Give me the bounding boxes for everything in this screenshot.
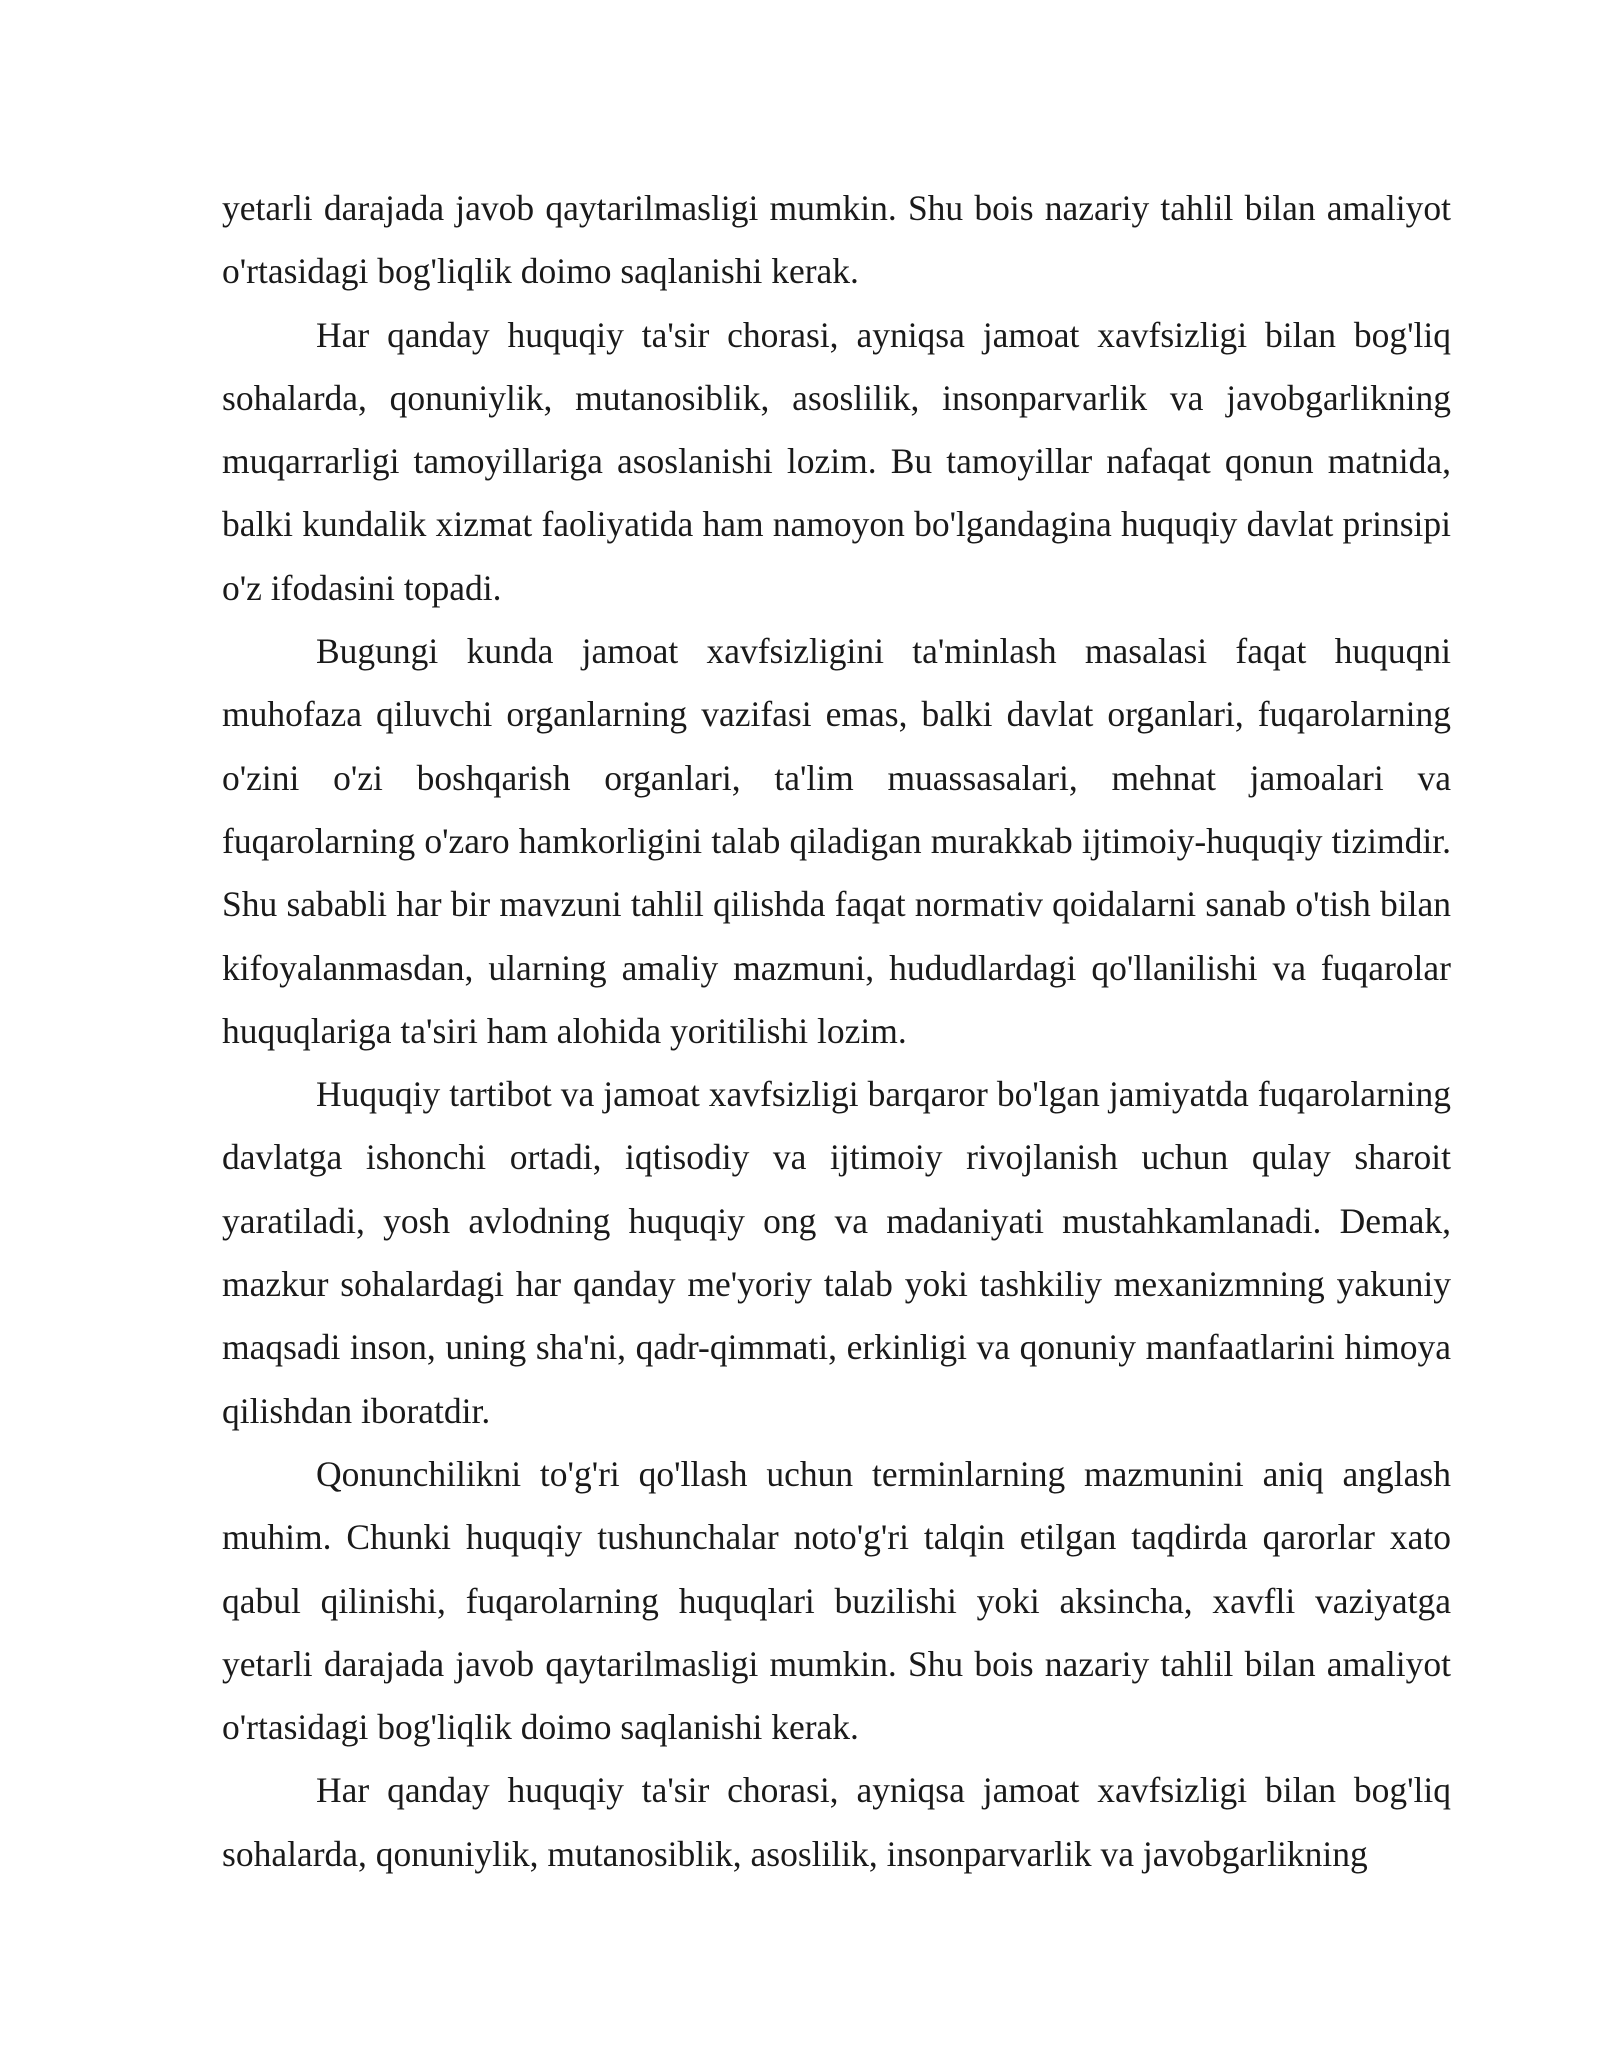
paragraph: Har qanday huquqiy ta'sir chorasi, ayniqsa jamoat xavfsizligi bilan bog'liq sohalarda, qonuniylik, mutanosiblik, asoslilik, insonparvarlik va javobgarlikning muqarrarligi tamoyillariga asoslanishi lozim. Bu tamoyillar nafaqat qonun matnida, balki kundalik xizmat faoliyatida ham namoyon bo'lgandagina huquqiy davlat prinsipi o'z ifodasini topadi. (222, 314, 1451, 608)
paragraph: Qonunchilikni to'g'ri qo'llash uchun terminlarning mazmunini aniq anglash muhim. Chunki huquqiy tushunchalar noto'g'ri talqin etilgan taqdirda qarorlar xato qabul qilinishi, fuqarolarning huquqlari buzilishi yoki aksincha, xavfli vaziyatga yetarli darajada javob qaytarilmasligi mumkin. Shu bois nazariy tahlil bilan amaliyot o'rtasidagi bog'liqlik doimo saqlanishi kerak. (222, 1453, 1451, 1748)
paragraph-continuation: yetarli darajada javob qaytarilmasligi mumkin. Shu bois nazariy tahlil bilan amaliyot o'rtasidagi bog'liqlik doimo saqlanishi kerak. (222, 188, 1451, 292)
paragraph: Har qanday huquqiy ta'sir chorasi, ayniqsa jamoat xavfsizligi bilan bog'liq sohalarda, qonuniylik, mutanosiblik, asoslilik, insonparvarlik va javobgarlikning (222, 1770, 1451, 1874)
document-body (222, 177, 1451, 1886)
paragraph: Bugungi kunda jamoat xavfsizligini ta'minlash masalasi faqat huquqni muhofaza qiluvchi organlarning vazifasi emas, balki davlat organlari, fuqarolarning o'zini o'zi boshqarish organlari, ta'lim muassasalari, mehnat jamoalari va fuqarolarning o'zaro hamkorligini talab qiladigan murakkab ijtimoiy-huquqiy tizimdir. Shu sababli har bir mavzuni tahlil qilishda faqat normativ qoidalarni sanab o'tish bilan kifoyalanmasdan, ularning amaliy mazmuni, hududlardagi qo'llanilishi va fuqarolar huquqlariga ta'siri ham alohida yoritilishi lozim. (222, 631, 1451, 1051)
paragraph: Huquqiy tartibot va jamoat xavfsizligi barqaror bo'lgan jamiyatda fuqarolarning davlatga ishonchi ortadi, iqtisodiy va ijtimoiy rivojlanish uchun qulay sharoit yaratiladi, yosh avlodning huquqiy ong va madaniyati mustahkamlanadi. Demak, mazkur sohalardagi har qanday me'yoriy talab yoki tashkiliy mexanizmning yakuniy maqsadi inson, uning sha'ni, qadr-qimmati, erkinligi va qonuniy manfaatlarini himoya qilishdan iboratdir. (222, 1074, 1451, 1431)
